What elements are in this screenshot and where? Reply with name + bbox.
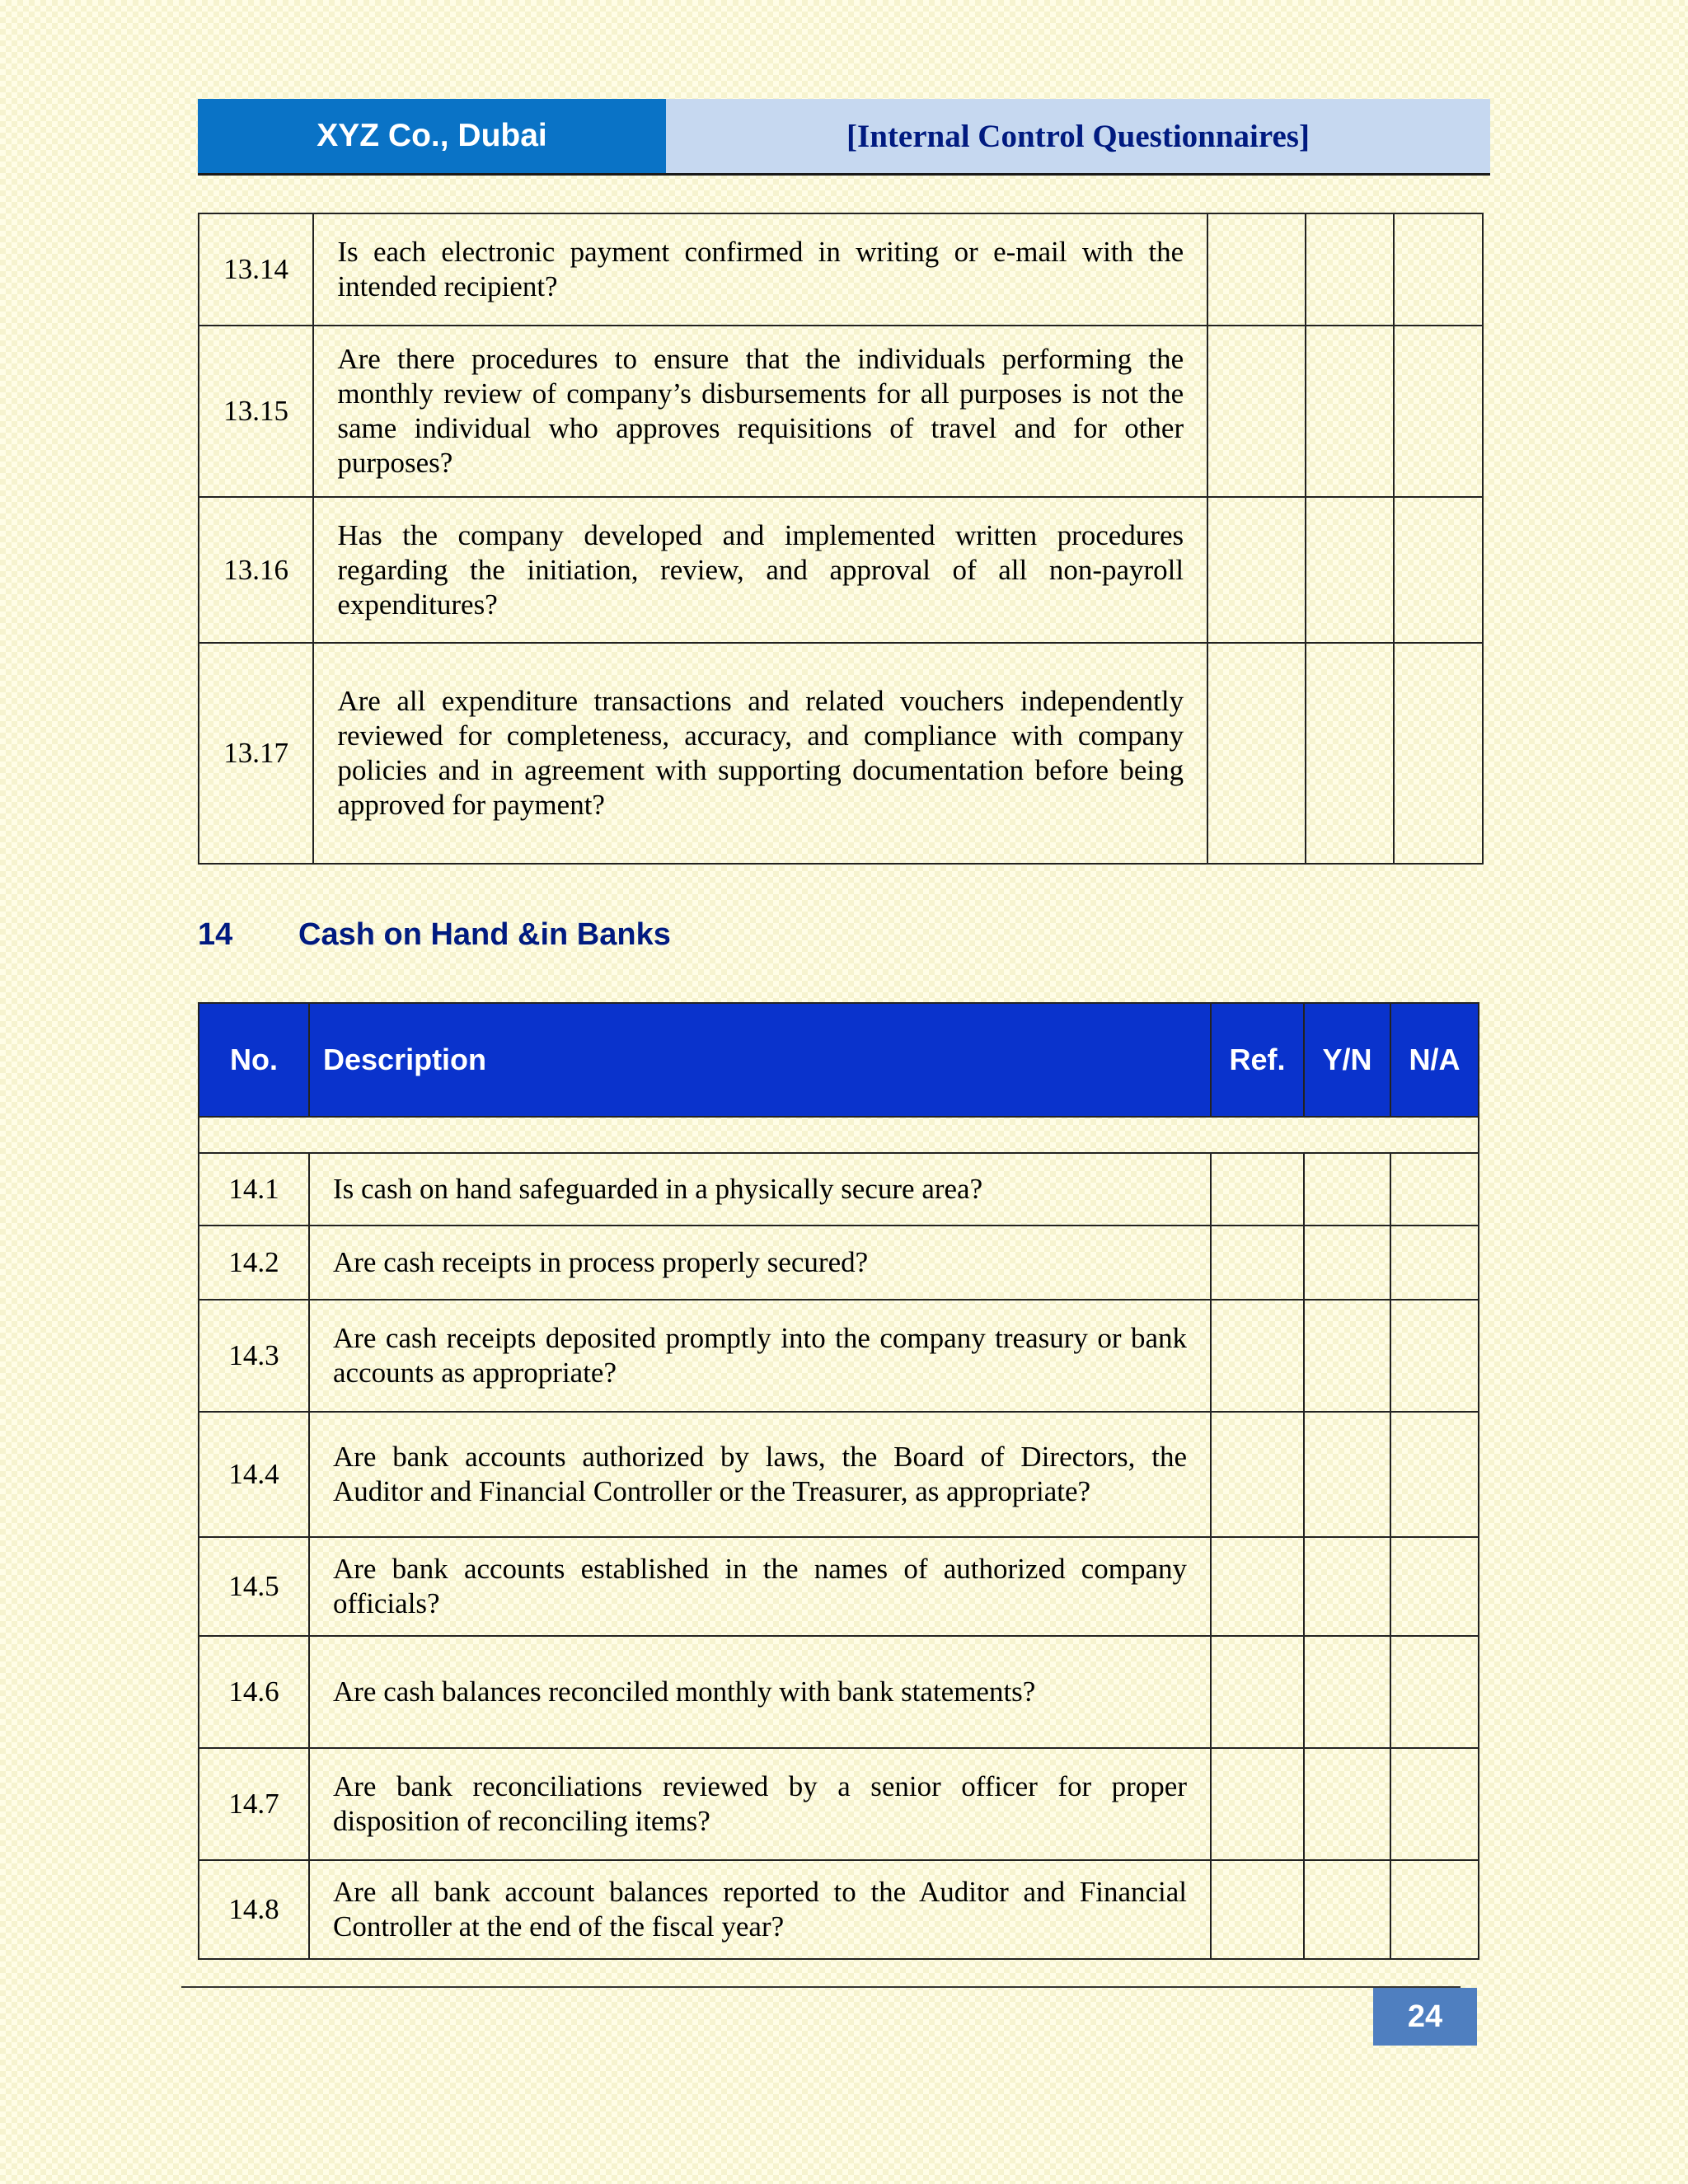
ref-cell[interactable]	[1211, 1153, 1304, 1226]
row-number: 13.15	[199, 326, 313, 497]
ref-cell[interactable]	[1211, 1537, 1304, 1636]
column-header-description: Description	[309, 1003, 1211, 1117]
yn-cell[interactable]	[1306, 643, 1394, 864]
table-header-row	[199, 1003, 1479, 1117]
row-description: Are there procedures to ensure that the individuals performing the monthly review of company’s disbursements for all purposes is not the same individual who approves requisitions of travel and for other purposes?	[313, 326, 1207, 497]
row-number: 14.8	[199, 1860, 309, 1959]
questionnaire-table-continued	[198, 213, 1484, 865]
table-row	[199, 1537, 1479, 1636]
na-cell[interactable]	[1390, 1860, 1479, 1959]
table-row	[199, 1412, 1479, 1537]
na-cell[interactable]	[1390, 1537, 1479, 1636]
row-number: 14.3	[199, 1300, 309, 1412]
na-cell[interactable]	[1390, 1636, 1479, 1748]
ref-cell[interactable]	[1211, 1636, 1304, 1748]
column-header-na: N/A	[1390, 1003, 1479, 1117]
row-number: 14.6	[199, 1636, 309, 1748]
na-cell[interactable]	[1394, 213, 1483, 326]
cash-questionnaire-table	[198, 1002, 1479, 1960]
table-row	[199, 1226, 1479, 1300]
ref-cell[interactable]	[1207, 213, 1306, 326]
row-description: Are bank reconciliations reviewed by a senior officer for proper disposition of reconciling items?	[309, 1748, 1211, 1860]
ref-cell[interactable]	[1211, 1860, 1304, 1959]
section-title: Cash on Hand &in Banks	[298, 916, 671, 952]
row-description: Are bank accounts established in the names of authorized company officials?	[309, 1537, 1211, 1636]
row-description: Are cash receipts deposited promptly into the company treasury or bank accounts as appropriate?	[309, 1300, 1211, 1412]
table-row	[199, 1300, 1479, 1412]
ref-cell[interactable]	[1211, 1226, 1304, 1300]
yn-cell[interactable]	[1304, 1226, 1390, 1300]
row-description: Is cash on hand safeguarded in a physically secure area?	[309, 1153, 1211, 1226]
na-cell[interactable]	[1390, 1412, 1479, 1537]
yn-cell[interactable]	[1304, 1153, 1390, 1226]
row-number: 14.2	[199, 1226, 309, 1300]
yn-cell[interactable]	[1304, 1636, 1390, 1748]
table-row	[199, 643, 1483, 864]
na-cell[interactable]	[1390, 1226, 1479, 1300]
row-description: Are cash balances reconciled monthly with bank statements?	[309, 1636, 1211, 1748]
row-number: 13.14	[199, 213, 313, 326]
yn-cell[interactable]	[1304, 1412, 1390, 1537]
section-number: 14	[198, 916, 233, 952]
spacer-cell	[199, 1117, 1479, 1153]
company-name: XYZ Co., Dubai	[198, 99, 666, 173]
row-description: Has the company developed and implemented written procedures regarding the initiation, review, and approval of all non-payroll expenditures?	[313, 497, 1207, 643]
table-row	[199, 1153, 1479, 1226]
row-description: Is each electronic payment confirmed in writing or e-mail with the intended recipient?	[313, 213, 1207, 326]
ref-cell[interactable]	[1211, 1300, 1304, 1412]
row-number: 14.4	[199, 1412, 309, 1537]
table-row	[199, 497, 1483, 643]
column-header-no: No.	[199, 1003, 309, 1117]
row-description: Are bank accounts authorized by laws, the Board of Directors, the Auditor and Financial Controller or the Treasurer, as appropriate?	[309, 1412, 1211, 1537]
row-description: Are all expenditure transactions and related vouchers independently reviewed for completeness, accuracy, and compliance with company policies and in agreement with supporting documentation before being approved for payment?	[313, 643, 1207, 864]
yn-cell[interactable]	[1306, 326, 1394, 497]
na-cell[interactable]	[1390, 1748, 1479, 1860]
column-header-ref: Ref.	[1211, 1003, 1304, 1117]
row-number: 14.1	[199, 1153, 309, 1226]
na-cell[interactable]	[1394, 497, 1483, 643]
na-cell[interactable]	[1394, 326, 1483, 497]
ref-cell[interactable]	[1211, 1412, 1304, 1537]
yn-cell[interactable]	[1304, 1860, 1390, 1959]
table-row	[199, 1860, 1479, 1959]
row-number: 13.17	[199, 643, 313, 864]
yn-cell[interactable]	[1304, 1748, 1390, 1860]
document-title: [Internal Control Questionnaires]	[666, 99, 1490, 173]
ref-cell[interactable]	[1207, 326, 1306, 497]
table-row	[199, 213, 1483, 326]
row-number: 13.16	[199, 497, 313, 643]
ref-cell[interactable]	[1207, 643, 1306, 864]
row-number: 14.5	[199, 1537, 309, 1636]
spacer-row	[199, 1117, 1479, 1153]
row-number: 14.7	[199, 1748, 309, 1860]
na-cell[interactable]	[1390, 1153, 1479, 1226]
table-row	[199, 1636, 1479, 1748]
footer-divider	[181, 1986, 1461, 1988]
yn-cell[interactable]	[1306, 497, 1394, 643]
row-description: Are cash receipts in process properly secured?	[309, 1226, 1211, 1300]
ref-cell[interactable]	[1207, 497, 1306, 643]
row-description: Are all bank account balances reported to the Auditor and Financial Controller at the end of the fiscal year?	[309, 1860, 1211, 1959]
page-header	[198, 99, 1490, 176]
yn-cell[interactable]	[1306, 213, 1394, 326]
column-header-yn: Y/N	[1304, 1003, 1390, 1117]
yn-cell[interactable]	[1304, 1300, 1390, 1412]
table-row	[199, 326, 1483, 497]
yn-cell[interactable]	[1304, 1537, 1390, 1636]
section-heading	[198, 910, 671, 959]
ref-cell[interactable]	[1211, 1748, 1304, 1860]
na-cell[interactable]	[1394, 643, 1483, 864]
table-row	[199, 1748, 1479, 1860]
page-number: 24	[1373, 1988, 1477, 2046]
na-cell[interactable]	[1390, 1300, 1479, 1412]
